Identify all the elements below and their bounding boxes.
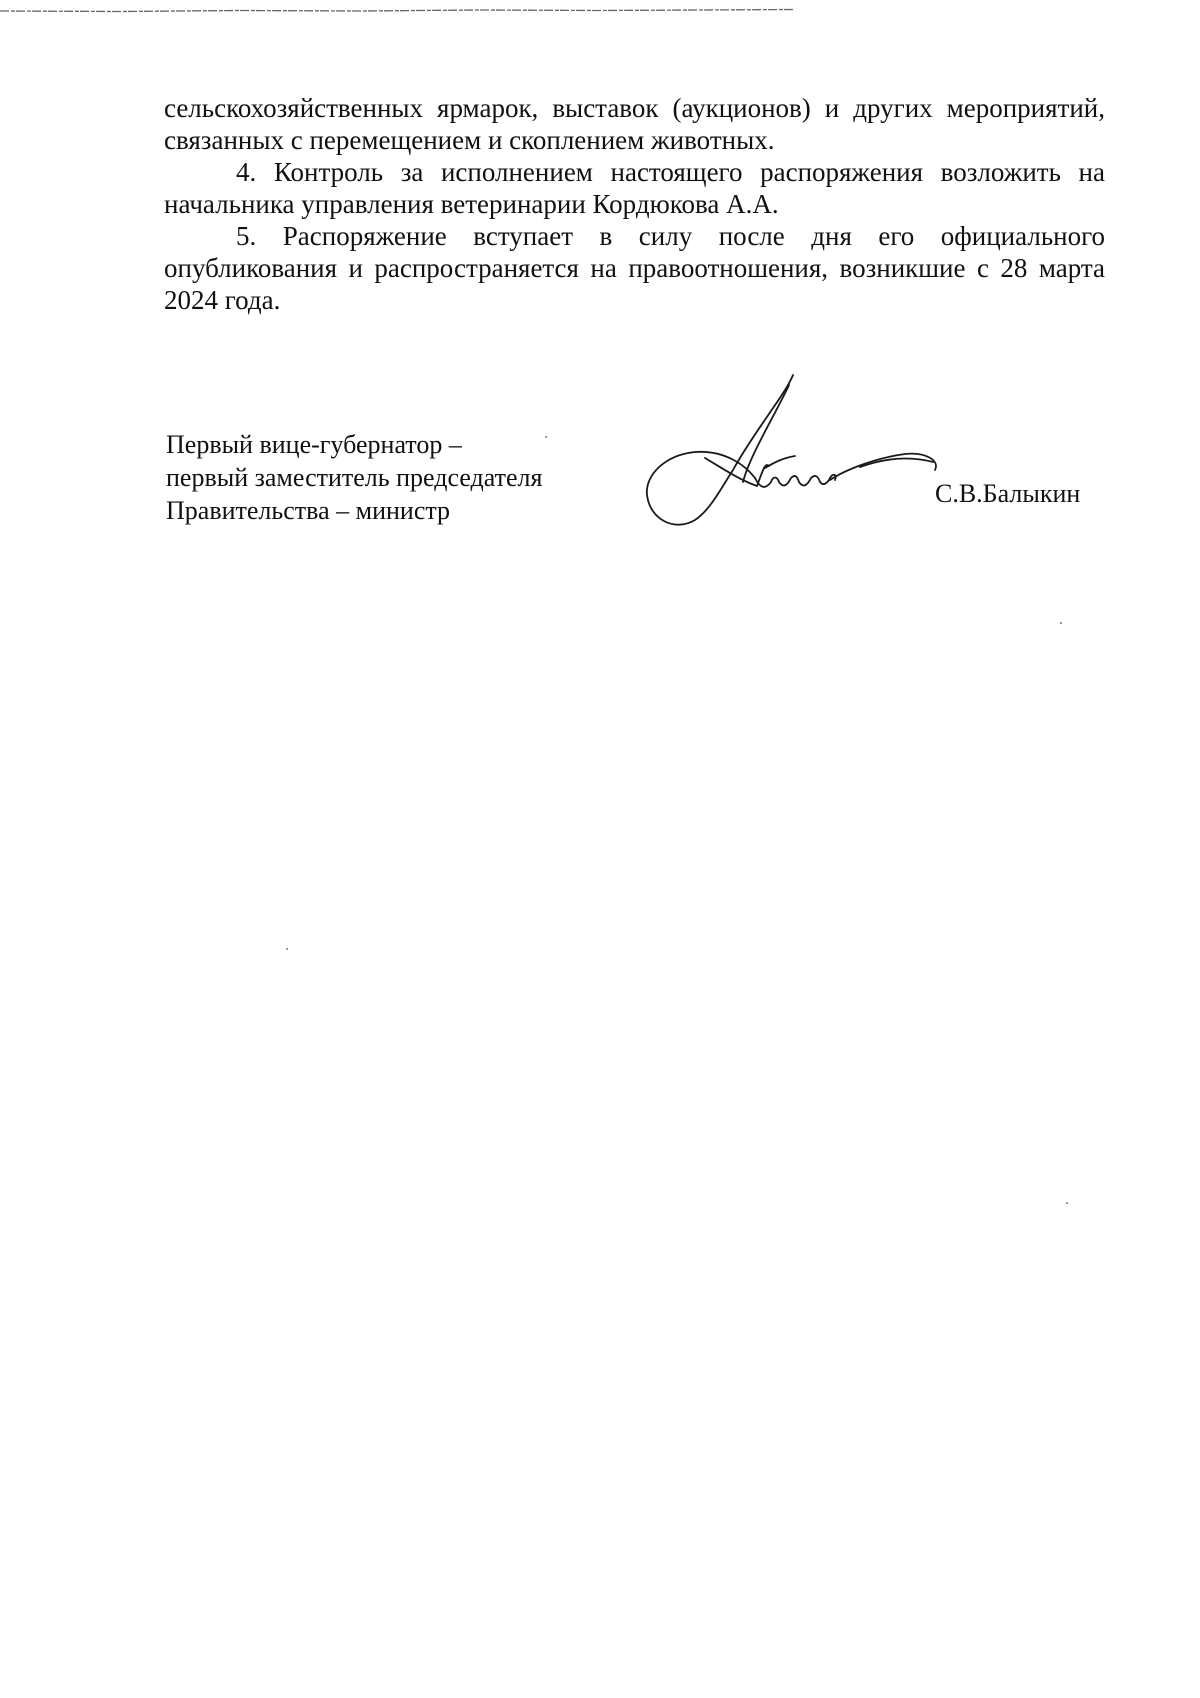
- scan-speck: [286, 948, 288, 950]
- paragraph-continuation: сельскохозяйственных ярмарок, выставок (аукционов) и других мероприятий, связанных с перемещением и скоплением животных.: [164, 93, 1105, 155]
- scan-speck: [545, 436, 547, 438]
- scan-speck: [1060, 622, 1062, 624]
- scan-top-edge: [0, 8, 800, 14]
- position-line-3: Правительства – министр: [166, 496, 451, 525]
- scan-speck: [1066, 1202, 1068, 1204]
- paragraph-item-4: 4. Контроль за исполнением настоящего распоряжения возложить на начальника управления ветеринарии Кордюкова А.А.: [164, 157, 1105, 219]
- position-line-1: Первый вице-губернатор –: [166, 430, 462, 459]
- document-body: [164, 92, 1105, 316]
- paragraph-item-5: 5. Распоряжение вступает в силу после дня его официального опубликования и распространяется на правоотношения, возникшие с 28 марта 2024 года.: [164, 221, 1105, 315]
- handwritten-signature: [645, 370, 945, 530]
- signatory-position: [166, 428, 542, 527]
- signer-name: С.В.Балыкин: [935, 479, 1081, 508]
- position-line-2: первый заместитель председателя: [166, 463, 543, 492]
